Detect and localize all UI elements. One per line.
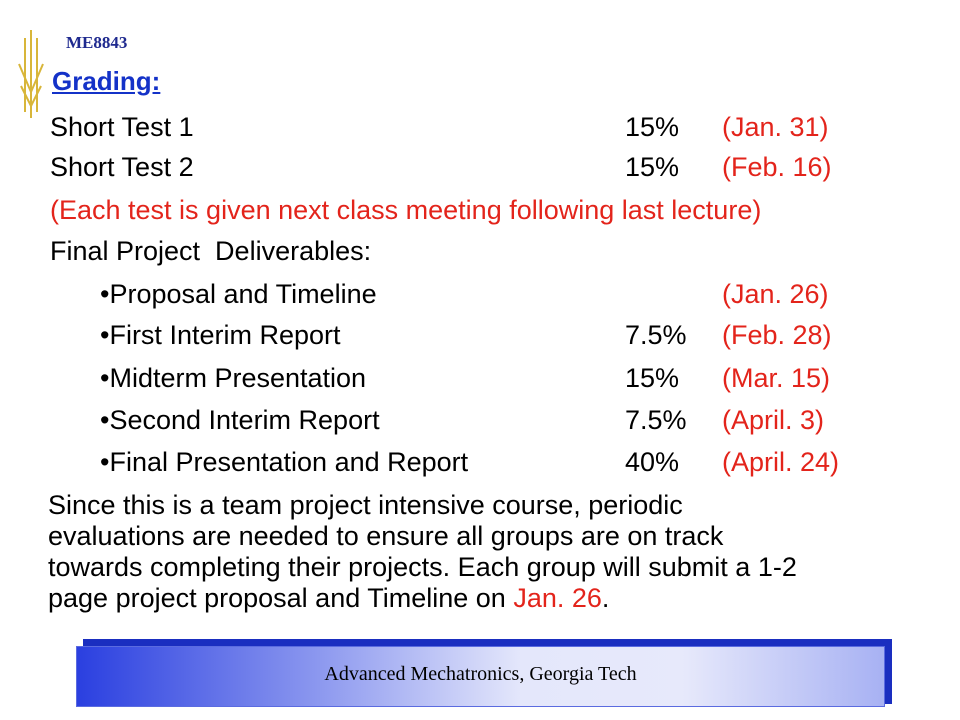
deliverable-label: •Second Interim Report	[100, 405, 380, 435]
gt-logo-icon	[16, 28, 46, 120]
deliverable-label: •Final Presentation and Report	[100, 447, 469, 477]
row-label: Short Test 1	[50, 112, 194, 142]
row-label: Short Test 2	[50, 152, 194, 182]
paragraph-line	[48, 583, 948, 614]
paragraph-line: towards completing their projects. Each group will submit a 1-2	[48, 552, 797, 582]
row-weight: 15%	[625, 152, 680, 182]
deliverable-date: (April. 3)	[722, 405, 825, 435]
paragraph-text: page project proposal and Timeline on	[48, 583, 514, 613]
paragraph-line: Since this is a team project intensive course, periodic	[48, 490, 683, 520]
deliverable-weight: 15%	[625, 363, 680, 393]
deliverable-label: •Midterm Presentation	[100, 363, 367, 393]
deliverable-date: (Feb. 28)	[722, 320, 832, 350]
proposal-date: Jan. 26	[513, 583, 602, 613]
grading-heading: Grading:	[52, 66, 161, 96]
footer-bar	[76, 646, 885, 707]
deliverable-date: (Mar. 15)	[722, 363, 831, 393]
paragraph-line: evaluations are needed to ensure all groups are on track	[48, 521, 724, 551]
deliverable-weight: 40%	[625, 447, 680, 477]
course-code: ME8843	[66, 33, 128, 52]
footer-text: Advanced Mechatronics, Georgia Tech	[324, 663, 637, 685]
project-paragraph	[48, 490, 948, 614]
final-project-label: Final Project Deliverables:	[50, 236, 372, 266]
row-weight: 15%	[625, 112, 680, 142]
test-note: (Each test is given next class meeting following last lecture)	[50, 195, 762, 225]
paragraph-period: .	[601, 583, 610, 613]
deliverable-date: (April. 24)	[722, 447, 840, 477]
deliverable-label: •Proposal and Timeline	[100, 279, 377, 309]
deliverable-weight: 7.5%	[625, 320, 687, 350]
row-date: (Feb. 16)	[722, 152, 832, 182]
deliverable-weight: 7.5%	[625, 405, 687, 435]
deliverable-label: •First Interim Report	[100, 320, 341, 350]
row-date: (Jan. 31)	[722, 112, 829, 142]
deliverable-date: (Jan. 26)	[722, 279, 829, 309]
